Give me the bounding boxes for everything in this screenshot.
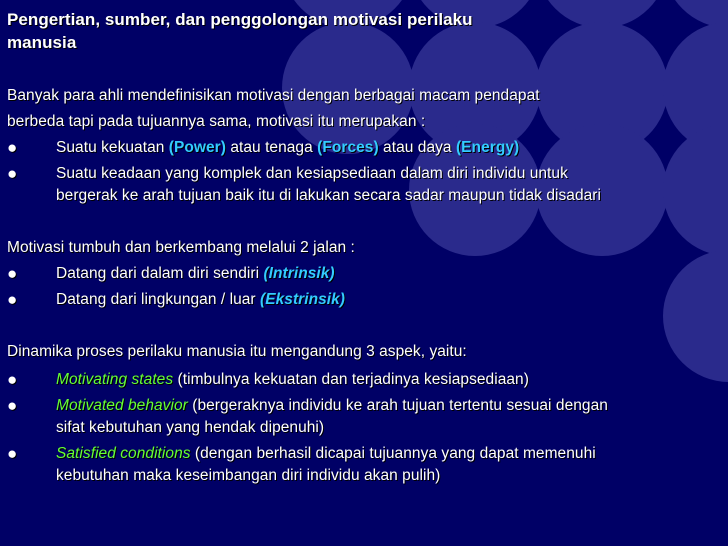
text: (dengan berhasil dicapai tujuannya yang dapat memenuhi — [190, 445, 596, 462]
section2-bullet2 — [56, 290, 345, 310]
section1-intro-line2: berbeda tapi pada tujuannya sama, motivasi itu merupakan : — [7, 113, 426, 130]
keyword-energy: (Energy) — [455, 139, 520, 156]
bullet-icon: ● — [7, 138, 18, 157]
section1-bullet1 — [56, 138, 519, 158]
keyword-ekstrinsik: (Ekstrinsik) — [260, 291, 346, 308]
bullet-icon: ● — [7, 264, 18, 283]
slide-title-line2: manusia — [7, 33, 77, 52]
section3-bullet3-line1 — [56, 444, 596, 464]
text: Datang dari lingkungan / luar — [56, 291, 260, 308]
text: atau daya — [378, 139, 456, 156]
keyword-forces: (Forces) — [317, 139, 379, 156]
section1-bullet2-line2: bergerak ke arah tujuan baik itu di lakukan secara sadar maupun tidak disadari — [56, 187, 601, 204]
section2-bullet1 — [56, 264, 335, 284]
section1-intro-line1: Banyak para ahli mendefinisikan motivasi dengan berbagai macam pendapat — [7, 87, 540, 104]
bullet-icon: ● — [7, 290, 18, 309]
text: atau tenaga — [225, 139, 318, 156]
section3-bullet1 — [56, 370, 529, 390]
keyword-satisfied-conditions: Satisfied conditions — [56, 445, 191, 462]
keyword-motivating-states: Motivating states — [56, 371, 174, 388]
section3-bullet2-line1 — [56, 396, 608, 416]
keyword-intrinsik: (Intrinsik) — [263, 265, 335, 282]
bullet-icon: ● — [7, 164, 18, 183]
text: (bergeraknya individu ke arah tujuan tertentu sesuai dengan — [187, 397, 608, 414]
slide-title-line1: Pengertian, sumber, dan penggolongan motivasi perilaku — [7, 10, 473, 29]
section2-intro: Motivasi tumbuh dan berkembang melalui 2 jalan : — [7, 239, 355, 256]
section3-bullet2-line2: sifat kebutuhan yang hendak dipenuhi) — [56, 419, 325, 436]
text: Suatu kekuatan — [56, 139, 169, 156]
section1-bullet2-line1: Suatu keadaan yang komplek dan kesiapsediaan dalam diri individu untuk — [56, 165, 568, 182]
keyword-motivated-behavior: Motivated behavior — [56, 397, 188, 414]
keyword-power: (Power) — [168, 139, 226, 156]
section3-bullet3-line2: kebutuhan maka keseimbangan diri individu akan pulih) — [56, 467, 441, 484]
text: (timbulnya kekuatan dan terjadinya kesiapsediaan) — [173, 371, 529, 388]
bullet-icon: ● — [7, 396, 18, 415]
text: Datang dari dalam diri sendiri — [56, 265, 264, 282]
bullet-icon: ● — [7, 444, 18, 463]
bullet-icon: ● — [7, 370, 18, 389]
section3-intro: Dinamika proses perilaku manusia itu mengandung 3 aspek, yaitu: — [7, 343, 467, 360]
